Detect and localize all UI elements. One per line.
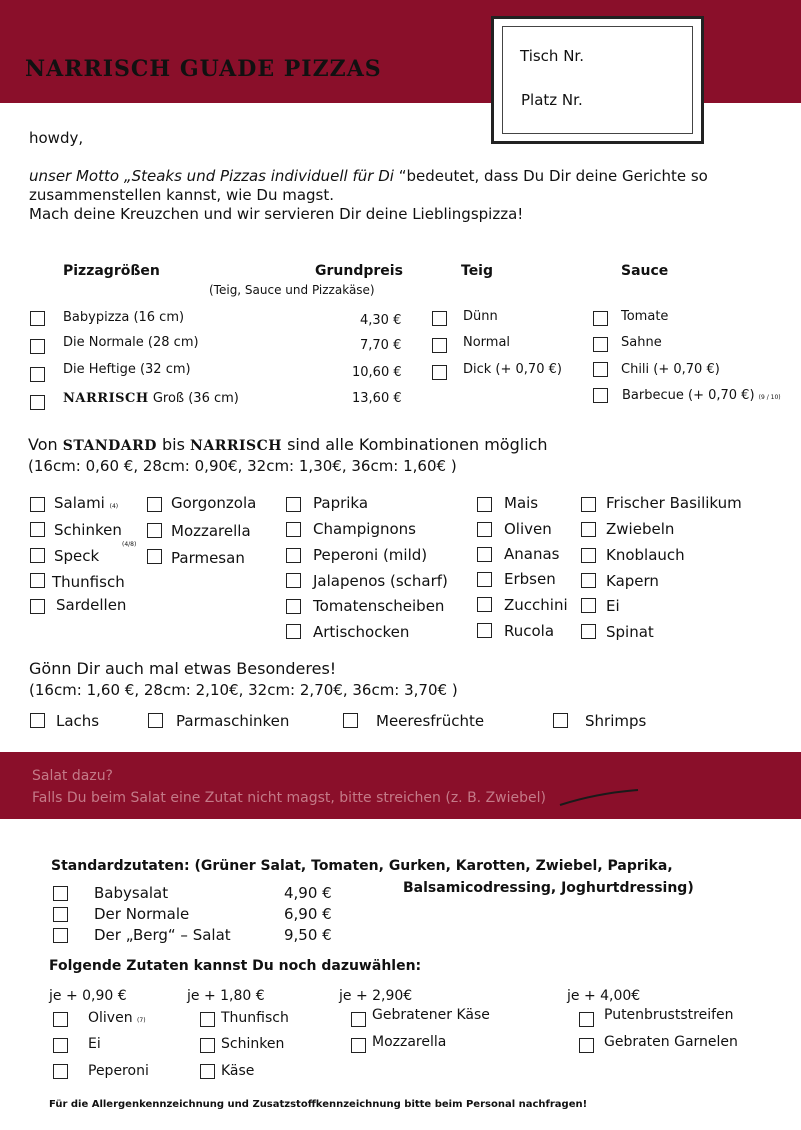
special-intro: Gönn Dir auch mal etwas Besonderes! xyxy=(29,659,337,678)
topping-checkbox[interactable] xyxy=(286,548,301,563)
topping-label: Zwiebeln xyxy=(606,520,675,538)
topping-checkbox[interactable] xyxy=(30,497,45,512)
sauce-label: Chili (+ 0,70 €) xyxy=(621,362,720,377)
salad-standard-line-1: Standardzutaten: (Grüner Salat, Tomaten, Gurken, Karotten, Zwiebel, Paprika, xyxy=(51,858,673,874)
sauce-label: Sahne xyxy=(621,335,662,350)
extra-label: Putenbruststreifen xyxy=(604,1007,734,1023)
extra-label: Schinken xyxy=(221,1036,285,1052)
size-checkbox[interactable] xyxy=(30,311,45,326)
special-label: Shrimps xyxy=(585,712,647,730)
topping-label: Schinken xyxy=(54,521,122,539)
size-checkbox[interactable] xyxy=(30,367,45,382)
topping-label: Jalapenos (scharf) xyxy=(313,572,448,590)
topping-label: Spinat xyxy=(606,623,654,641)
sauce-label-text: Barbecue (+ 0,70 €) xyxy=(622,388,755,403)
extras-price: je + 4,00€ xyxy=(567,988,641,1004)
extras-price: je + 2,90€ xyxy=(339,988,413,1004)
topping-label: Tomatenscheiben xyxy=(313,597,445,615)
topping-checkbox[interactable] xyxy=(581,573,596,588)
size-price: 10,60 € xyxy=(352,365,402,380)
extras-header: Folgende Zutaten kannst Du noch dazuwählen: xyxy=(49,958,422,974)
topping-checkbox[interactable] xyxy=(477,597,492,612)
sauce-label: Tomate xyxy=(621,309,669,324)
sauce-checkbox[interactable] xyxy=(593,337,608,352)
salad-label: Der „Berg“ – Salat xyxy=(94,926,231,944)
allergen-note: Für die Allergenkennzeichnung und Zusatzstoffkennzeichnung bitte beim Personal nachfragen! xyxy=(49,1099,588,1110)
topping-label-text: Salami xyxy=(54,494,105,512)
size-label: Die Normale (28 cm) xyxy=(63,335,199,350)
size-label: Babypizza (16 cm) xyxy=(63,310,185,325)
special-checkbox[interactable] xyxy=(343,713,358,728)
sauce-checkbox[interactable] xyxy=(593,311,608,326)
narrisch-label: NARRISCH xyxy=(190,438,282,454)
salad-label: Der Normale xyxy=(94,905,190,923)
dough-checkbox[interactable] xyxy=(432,365,447,380)
extra-checkbox[interactable] xyxy=(200,1038,215,1053)
toppings-intro-a: Von xyxy=(28,435,63,454)
topping-label xyxy=(54,494,118,512)
salad-price: 4,90 € xyxy=(284,884,332,902)
topping-checkbox[interactable] xyxy=(30,573,45,588)
topping-checkbox[interactable] xyxy=(477,497,492,512)
salad-checkbox[interactable] xyxy=(53,886,68,901)
topping-label: Gorgonzola xyxy=(171,494,257,512)
salad-standard-line-2: Balsamicodressing, Joghurtdressing) xyxy=(403,880,694,896)
size-checkbox[interactable] xyxy=(30,395,45,410)
topping-label: Parmesan xyxy=(171,549,245,567)
dough-checkbox[interactable] xyxy=(432,338,447,353)
extra-label: Peperoni xyxy=(88,1063,149,1079)
topping-checkbox[interactable] xyxy=(477,547,492,562)
sauce-checkbox[interactable] xyxy=(593,388,608,403)
extra-checkbox[interactable] xyxy=(200,1064,215,1079)
extra-label: Käse xyxy=(221,1063,255,1079)
extra-checkbox[interactable] xyxy=(53,1038,68,1053)
topping-label: Rucola xyxy=(504,622,555,640)
standard-label: STANDARD xyxy=(62,438,157,454)
salad-price: 9,50 € xyxy=(284,926,332,944)
extras-price: je + 0,90 € xyxy=(49,988,127,1004)
topping-label: Thunfisch xyxy=(52,573,125,591)
sauce-checkbox[interactable] xyxy=(593,362,608,377)
size-checkbox[interactable] xyxy=(30,339,45,354)
topping-label: Zucchini xyxy=(504,596,568,614)
toppings-intro-c: sind alle Kombinationen möglich xyxy=(282,435,548,454)
topping-label: Ananas xyxy=(504,545,560,563)
topping-checkbox[interactable] xyxy=(286,599,301,614)
topping-checkbox[interactable] xyxy=(477,623,492,638)
topping-label: Oliven xyxy=(504,520,552,538)
extra-checkbox[interactable] xyxy=(53,1012,68,1027)
topping-label: Sardellen xyxy=(56,596,127,614)
extras-price: je + 1,80 € xyxy=(187,988,265,1004)
topping-label: Erbsen xyxy=(504,570,556,588)
oliven-note: (7) xyxy=(137,1017,146,1024)
toppings-intro-b: bis xyxy=(156,435,191,454)
topping-label: Kapern xyxy=(606,572,659,590)
extra-label: Gebratener Käse xyxy=(372,1007,490,1023)
motto-prefix: unser Motto „ xyxy=(29,167,132,185)
topping-checkbox[interactable] xyxy=(30,548,45,563)
extra-label: Ei xyxy=(88,1036,101,1052)
extra-label xyxy=(88,1010,146,1026)
topping-checkbox[interactable] xyxy=(581,624,596,639)
topping-label: Artischocken xyxy=(313,623,410,641)
sauce-header: Sauce xyxy=(621,263,669,279)
salad-checkbox[interactable] xyxy=(53,907,68,922)
size-label-text: Groß (36 cm) xyxy=(148,391,239,406)
extra-checkbox[interactable] xyxy=(53,1064,68,1079)
size-price: 13,60 € xyxy=(352,391,402,406)
topping-checkbox[interactable] xyxy=(477,522,492,537)
speck-note: (4/8) xyxy=(122,541,137,548)
extra-checkbox[interactable] xyxy=(351,1012,366,1027)
topping-checkbox[interactable] xyxy=(286,573,301,588)
topping-checkbox[interactable] xyxy=(147,523,162,538)
restaurant-title: NARRISCH GUADE PIZZAS xyxy=(25,56,382,82)
size-brand: NARRISCH xyxy=(63,391,149,406)
topping-label: Peperoni (mild) xyxy=(313,546,428,564)
motto-line xyxy=(29,167,708,185)
sizes-header: Pizzagrößen xyxy=(63,263,160,279)
dough-header: Teig xyxy=(461,263,494,279)
dough-label: Dick (+ 0,70 €) xyxy=(463,362,562,377)
topping-checkbox[interactable] xyxy=(581,598,596,613)
topping-checkbox[interactable] xyxy=(30,522,45,537)
extra-label: Mozzarella xyxy=(372,1034,447,1050)
extra-checkbox[interactable] xyxy=(200,1012,215,1027)
salami-note: (4) xyxy=(109,503,119,510)
toppings-intro xyxy=(28,435,548,454)
size-label: Die Heftige (32 cm) xyxy=(63,362,191,377)
special-label: Parmaschinken xyxy=(176,712,290,730)
table-number-label: Tisch Nr. xyxy=(520,47,584,65)
salad-label: Babysalat xyxy=(94,884,169,902)
extra-label-text: Oliven xyxy=(88,1010,133,1026)
seat-number-label: Platz Nr. xyxy=(521,91,583,109)
salad-checkbox[interactable] xyxy=(53,928,68,943)
topping-checkbox[interactable] xyxy=(477,572,492,587)
topping-checkbox[interactable] xyxy=(286,497,301,512)
toppings-prices: (16cm: 0,60 €, 28cm: 0,90€, 32cm: 1,30€, 36cm: 1,60€ ) xyxy=(28,457,457,475)
topping-label: Mozzarella xyxy=(171,522,251,540)
intro-line-2: zusammenstellen kannst, wie Du magst. xyxy=(29,186,335,204)
topping-label: Knoblauch xyxy=(606,546,685,564)
size-label xyxy=(63,391,239,406)
topping-checkbox[interactable] xyxy=(581,548,596,563)
extra-checkbox[interactable] xyxy=(351,1038,366,1053)
table-stamp-box xyxy=(491,16,704,144)
extra-checkbox[interactable] xyxy=(579,1038,594,1053)
special-checkbox[interactable] xyxy=(553,713,568,728)
barbecue-note: (9 / 10) xyxy=(758,394,781,401)
salad-price: 6,90 € xyxy=(284,905,332,923)
topping-label: Speck xyxy=(54,547,100,565)
salad-strike-hint: Falls Du beim Salat eine Zutat nicht magst, bitte streichen (z. B. Zwiebel) xyxy=(32,790,546,806)
topping-checkbox[interactable] xyxy=(147,549,162,564)
extra-checkbox[interactable] xyxy=(579,1012,594,1027)
motto-text: Steaks und Pizzas individuell für Di xyxy=(131,167,394,185)
intro-line-3: Mach deine Kreuzchen und wir servieren Dir deine Lieblingspizza! xyxy=(29,205,524,223)
size-price: 4,30 € xyxy=(360,313,402,328)
special-label: Lachs xyxy=(56,712,100,730)
size-price: 7,70 € xyxy=(360,338,402,353)
topping-label: Champignons xyxy=(313,520,417,538)
salad-band xyxy=(0,752,801,819)
extra-label: Thunfisch xyxy=(221,1010,289,1026)
price-header-sub: (Teig, Sauce und Pizzakäse) xyxy=(209,283,375,297)
topping-checkbox[interactable] xyxy=(147,497,162,512)
topping-label: Mais xyxy=(504,494,539,512)
price-header: Grundpreis xyxy=(315,263,403,279)
special-checkbox[interactable] xyxy=(148,713,163,728)
dough-label: Normal xyxy=(463,335,511,350)
motto-suffix: “bedeutet, dass Du Dir deine Gerichte so xyxy=(393,167,708,185)
topping-label: Frischer Basilikum xyxy=(606,494,742,512)
topping-label: Paprika xyxy=(313,494,369,512)
dough-checkbox[interactable] xyxy=(432,311,447,326)
dough-label: Dünn xyxy=(463,309,498,324)
topping-checkbox[interactable] xyxy=(286,624,301,639)
salad-question: Salat dazu? xyxy=(32,768,113,784)
topping-checkbox[interactable] xyxy=(581,522,596,537)
greeting: howdy, xyxy=(29,129,84,147)
topping-checkbox[interactable] xyxy=(30,599,45,614)
sauce-label xyxy=(622,388,781,403)
special-checkbox[interactable] xyxy=(30,713,45,728)
topping-checkbox[interactable] xyxy=(581,497,596,512)
special-label: Meeresfrüchte xyxy=(376,712,485,730)
special-prices: (16cm: 1,60 €, 28cm: 2,10€, 32cm: 2,70€, 36cm: 3,70€ ) xyxy=(29,681,458,699)
topping-label: Ei xyxy=(606,597,620,615)
extra-label: Gebraten Garnelen xyxy=(604,1034,738,1050)
topping-checkbox[interactable] xyxy=(286,522,301,537)
